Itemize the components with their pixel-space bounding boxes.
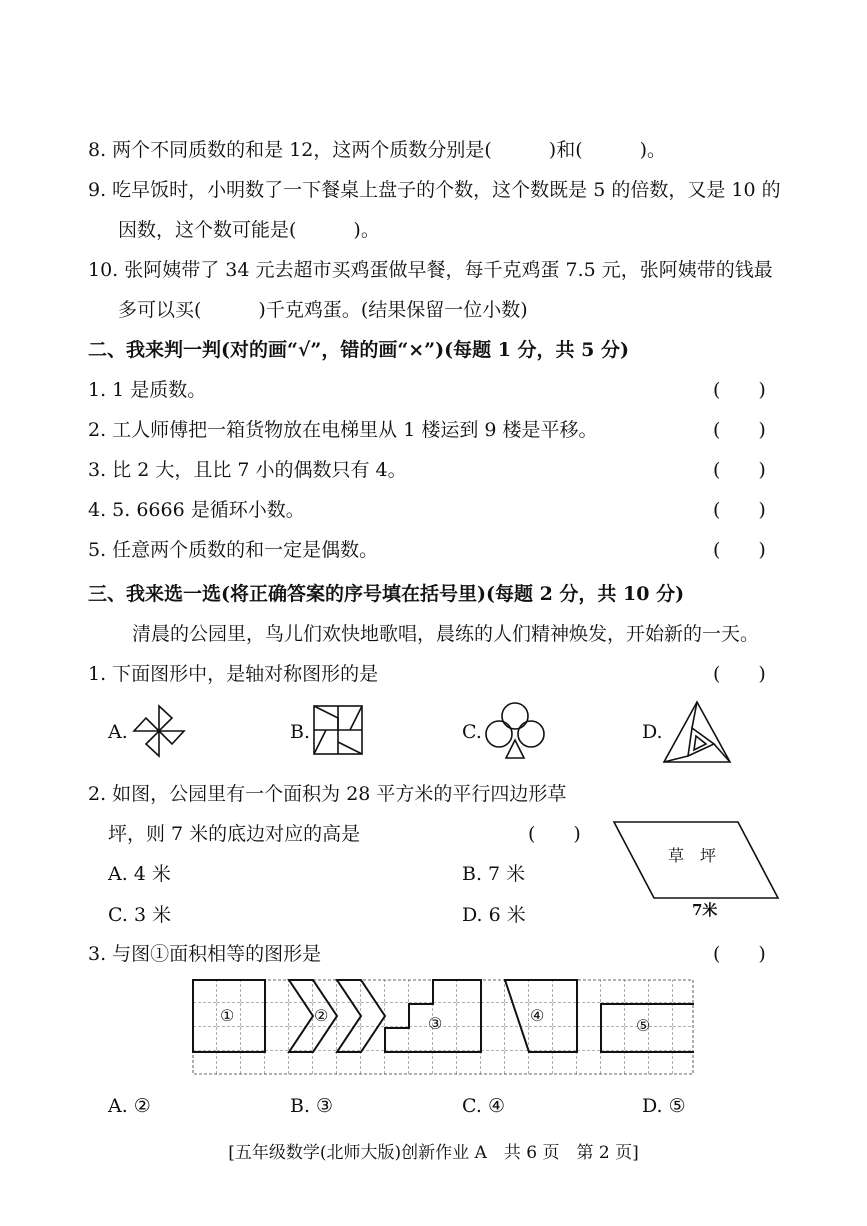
- option-d[interactable]: D. 6 米: [462, 904, 526, 926]
- pinwheel-figure: [128, 700, 190, 762]
- choice-q2-line2: 坪，则 7 米的底边对应的高是: [108, 823, 361, 845]
- choice-q1: 1. 下面图形中，是轴对称图形的是: [88, 663, 379, 685]
- answer-blank[interactable]: ( ): [713, 499, 766, 521]
- shape-label-4: ④: [530, 1006, 545, 1025]
- option-b[interactable]: B. ③: [290, 1095, 334, 1117]
- option-c[interactable]: C. 3 米: [108, 904, 172, 926]
- question-10-line2: 多可以买( )千克鸡蛋。(结果保留一位小数): [118, 299, 528, 321]
- judge-item-3: 3. 比 2 大，且比 7 小的偶数只有 4。: [88, 459, 407, 481]
- section-3-intro: 清晨的公园里，鸟儿们欢快地歌唱，晨练的人们精神焕发，开始新的一天。: [132, 623, 760, 645]
- pinwheel-square-figure: [312, 704, 364, 756]
- choice-q3: 3. 与图①面积相等的图形是: [88, 943, 322, 965]
- page-footer: [五年级数学(北师大版)创新作业 A 共 6 页 第 2 页]: [228, 1143, 639, 1163]
- question-8: 8. 两个不同质数的和是 12，这两个质数分别是( )和( )。: [88, 139, 667, 161]
- answer-blank[interactable]: ( ): [713, 379, 766, 401]
- question-9-line1: 9. 吃早饭时，小明数了一下餐桌上盘子的个数，这个数既是 5 的倍数，又是 10 的: [88, 179, 781, 201]
- base-length-label: 7米: [692, 901, 718, 919]
- option-a[interactable]: A.: [108, 721, 128, 743]
- nested-triangle-figure: [662, 700, 732, 764]
- lawn-label: 草 坪: [668, 846, 717, 865]
- option-a[interactable]: A. ②: [108, 1095, 151, 1117]
- option-d[interactable]: D. ⑤: [642, 1095, 686, 1117]
- judge-item-4: 4. 5. 6666 是循环小数。: [88, 499, 305, 521]
- option-a[interactable]: A. 4 米: [108, 863, 171, 885]
- option-b[interactable]: B. 7 米: [462, 863, 526, 885]
- judge-item-2: 2. 工人师傅把一箱货物放在电梯里从 1 楼运到 9 楼是平移。: [88, 419, 598, 441]
- answer-blank[interactable]: ( ): [713, 419, 766, 441]
- option-c[interactable]: C. ④: [462, 1095, 505, 1117]
- answer-blank[interactable]: ( ): [713, 943, 766, 965]
- section-2-heading: 二、我来判一判(对的画“√”，错的画“×”)(每题 1 分，共 5 分): [88, 339, 629, 361]
- shape-label-3: ③: [428, 1014, 443, 1033]
- question-9-line2: 因数，这个数可能是( )。: [118, 219, 380, 241]
- question-10-line1: 10. 张阿姨带了 34 元去超市买鸡蛋做早餐，每千克鸡蛋 7.5 元，张阿姨带的钱最: [88, 259, 773, 281]
- answer-blank[interactable]: ( ): [713, 539, 766, 561]
- option-b[interactable]: B.: [290, 721, 311, 743]
- choice-q2-line1: 2. 如图，公园里有一个面积为 28 平方米的平行四边形草: [88, 783, 567, 805]
- answer-blank[interactable]: ( ): [528, 823, 581, 845]
- area-grid-figure: [192, 978, 694, 1076]
- section-3-heading: 三、我来选一选(将正确答案的序号填在括号里)(每题 2 分，共 10 分): [88, 583, 685, 605]
- judge-item-5: 5. 任意两个质数的和一定是偶数。: [88, 539, 379, 561]
- shape-label-1: ①: [220, 1006, 235, 1025]
- club-figure: [482, 700, 548, 762]
- option-d[interactable]: D.: [642, 721, 663, 743]
- answer-blank[interactable]: ( ): [713, 459, 766, 481]
- option-c[interactable]: C.: [462, 721, 482, 743]
- answer-blank[interactable]: ( ): [713, 663, 766, 685]
- shape-label-5: ⑤: [636, 1016, 651, 1035]
- judge-item-1: 1. 1 是质数。: [88, 379, 207, 401]
- shape-label-2: ②: [314, 1006, 329, 1025]
